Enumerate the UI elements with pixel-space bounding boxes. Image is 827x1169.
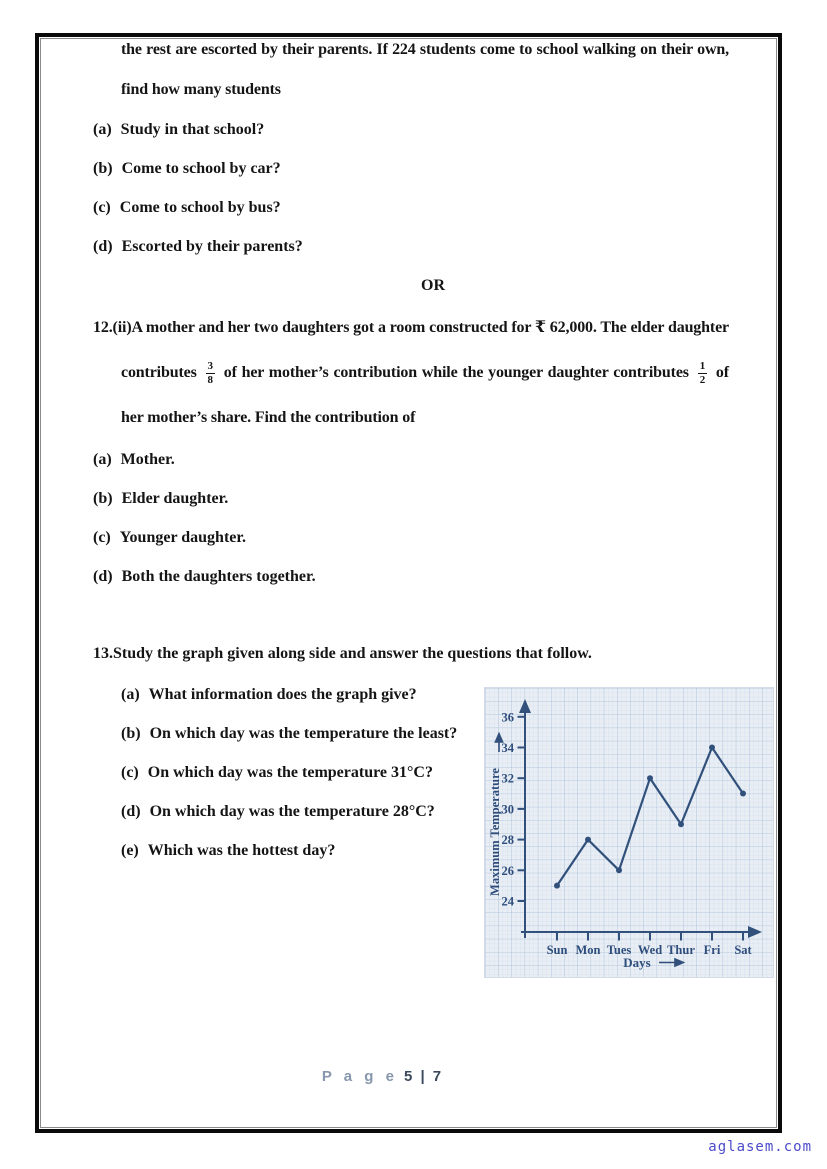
data-point-marker [740,791,746,797]
data-point-marker [616,867,622,873]
y-axis-title: Maximum Temperature [488,768,502,896]
data-point-marker [678,821,684,827]
watermark-link[interactable]: aglasem.com [708,1139,812,1155]
question13-heading [93,634,776,673]
chart-grid-major [485,688,773,977]
data-point-marker [709,745,715,751]
temperature-graph [484,687,774,978]
x-axis-title: Days [623,955,651,970]
option-label: (d) [121,803,141,820]
option-text: Study in that school? [120,121,265,138]
y-tick-label: 36 [501,710,514,725]
x-day-label: Sun [546,943,568,957]
page-inner-border [40,38,777,1128]
list-item [93,188,776,227]
question11-options [93,110,776,266]
option-label: (c) [93,199,111,216]
option-label: (a) [93,451,112,468]
option-text: Come to school by bus? [119,199,281,216]
x-day-label: Fri [703,943,721,957]
page-footer [15,1068,750,1085]
option-label: (b) [121,725,141,742]
page-border [35,33,782,1133]
x-day-label: Sat [734,943,752,957]
question-text-part: of her mother’s contribution while the younger daughter contributes [223,364,689,381]
option-text: On which day was the temperature the least? [149,725,458,742]
fraction-numerator: 1 [699,359,706,372]
list-item [121,792,477,831]
option-text: Come to school by car? [121,160,281,177]
question-text-part: A mother and her two daughters got a room constructed for ₹ 62,000. The elder daughter contributes [121,319,729,381]
data-point-marker [647,775,653,781]
list-item [93,227,776,266]
y-tick-label: 24 [501,894,514,909]
option-label: (a) [121,686,140,703]
or-separator: OR [421,277,445,294]
list-item [121,675,477,714]
list-item [93,149,776,188]
list-item [93,557,776,596]
option-text: On which day was the temperature 28°C? [149,803,435,820]
option-label: (b) [93,160,113,177]
option-label: (c) [121,764,139,781]
list-item [93,479,776,518]
question-text-part: Study the graph given along side and answer the questions that follow. [113,645,592,662]
question12-options [93,440,776,596]
y-tick-label: 30 [501,802,514,817]
fraction-denominator: 2 [699,373,706,386]
option-label: (d) [93,238,113,255]
list-item [93,518,776,557]
option-label: (d) [93,568,113,585]
question13-sub-questions [121,675,477,978]
option-text: On which day was the temperature 31°C? [147,764,433,781]
data-point-marker [554,883,560,889]
page-number: 5 | 7 [403,1068,444,1085]
x-day-label: Mon [575,943,601,957]
fraction-denominator: 8 [207,373,213,386]
y-tick-label: 34 [501,741,514,755]
option-label: (e) [121,842,139,859]
option-text: Both the daughters together. [121,568,316,585]
list-item [121,753,477,792]
list-item [121,714,477,753]
question-number: 12.(ii) [93,319,132,336]
question-text-part: of her mother’s share. Find the contribution of [121,364,729,426]
option-text: Which was the hottest day? [147,842,336,859]
question13-body [121,675,774,978]
option-text: Younger daughter. [119,529,247,546]
temperature-graph-svg [485,688,773,977]
y-tick-label: 28 [501,833,514,848]
question11-continuation-text: the rest are escorted by their parents. If 224 students come to school walking on their own, find how many students [121,41,729,98]
option-text: Elder daughter. [121,490,229,507]
data-point-marker [585,837,591,843]
y-tick-label: 32 [501,771,514,786]
y-tick-label: 26 [501,863,514,878]
option-text: What information does the graph give? [148,686,417,703]
fraction-three-eighths [206,361,215,386]
fraction-one-half [698,361,707,386]
x-day-label: Thur [667,943,695,957]
question12-text [93,305,729,440]
x-day-label: Wed [637,943,663,957]
question-number: 13. [93,645,113,662]
option-label: (b) [93,490,113,507]
option-text: Mother. [120,451,175,468]
option-text: Escorted by their parents? [121,238,303,255]
page-label: P a g e [321,1068,398,1085]
list-item [121,831,477,870]
list-item [93,110,776,149]
fraction-numerator: 3 [207,359,213,372]
option-label: (c) [93,529,111,546]
option-label: (a) [93,121,112,138]
x-day-label: Tues [606,943,632,957]
list-item [93,440,776,479]
